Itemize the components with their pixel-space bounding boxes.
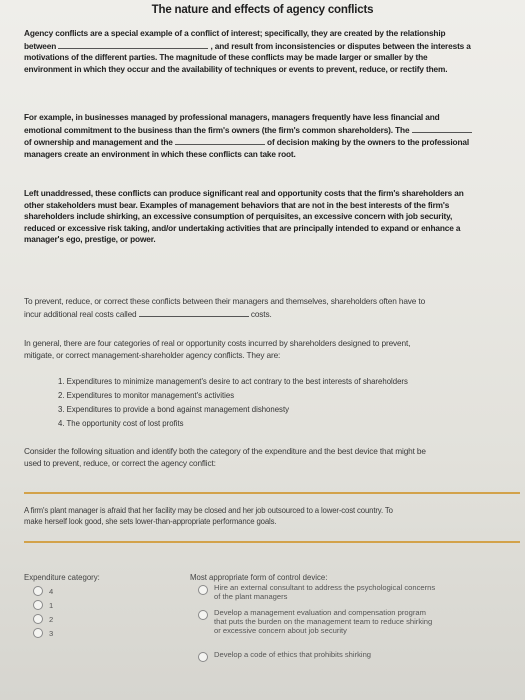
para2-line-c-suffix: of decision making by the owners to the professional xyxy=(267,137,470,148)
control-device-label-text: Most appropriate form of control device: xyxy=(190,573,328,582)
category-list xyxy=(58,375,518,431)
control-option-line: or excessive concern about job security xyxy=(214,626,347,635)
list-item: 1. Expenditures to minimize management's desire to act contrary to the best interests of shareholders xyxy=(58,377,408,386)
para2-line-b-text: emotional commitment to the business than the firm's owners (the firm's common shareholders). The xyxy=(24,124,410,135)
control-option[interactable] xyxy=(198,650,518,662)
paragraph-intro xyxy=(24,28,520,75)
scenario-line-a: A firm's plant manager is afraid that her facility may be closed and her job outsourced to a lower-cost country. To xyxy=(24,506,393,515)
para2-line-a: For example, in businesses managed by professional managers, managers frequently have less financial and xyxy=(24,112,440,122)
scenario-line-b: make herself look good, she sets lower-than-appropriate performance goals. xyxy=(24,517,277,526)
para2-line-c xyxy=(24,136,520,149)
para4-line-a: To prevent, reduce, or correct these conflicts between their managers and themselves, shareholders often have to xyxy=(24,296,426,306)
para4-line-b-suffix: costs. xyxy=(250,308,272,319)
para1-line-d: environment in which they occur and the availability of techniques or events to prevent, reduce, or rectify them. xyxy=(24,63,448,74)
control-option-line: Hire an external consultant to address the psychological concerns xyxy=(214,583,436,592)
para4-line-b xyxy=(24,308,520,321)
para3-line-b: other stakeholders must bear. Examples of management behaviors that are not in the best interests of the firm's xyxy=(24,199,450,210)
scenario-text xyxy=(24,505,520,527)
paragraph-situation xyxy=(24,446,520,469)
expenditure-option-label: 4 xyxy=(49,586,54,596)
para3-line-c: shareholders include shirking, an excessive consumption of perquisites, an excessive concern with job security, xyxy=(24,211,453,222)
para1-line-a: Agency conflicts are a special example of a conflict of interest; specifically, they are created by the relationship xyxy=(24,28,446,38)
expenditure-option-label: 2 xyxy=(49,614,54,624)
control-option[interactable] xyxy=(198,608,518,635)
expenditure-label xyxy=(24,567,100,585)
list-item: 4. The opportunity cost of lost profits xyxy=(58,419,184,428)
expenditure-option[interactable] xyxy=(33,614,53,624)
para2-line-c-prefix: of ownership and management and the xyxy=(24,137,173,148)
expenditure-option-label: 3 xyxy=(49,628,54,638)
radio-icon[interactable] xyxy=(198,585,208,595)
radio-icon[interactable] xyxy=(33,586,43,596)
paragraph-prevent xyxy=(24,296,520,320)
expenditure-option-label: 1 xyxy=(49,600,54,610)
list-item: 2. Expenditures to monitor management's activities xyxy=(58,391,235,400)
control-option-line: Develop a management evaluation and compensation program xyxy=(214,608,426,617)
blank-delegation[interactable] xyxy=(175,136,265,145)
expenditure-option[interactable] xyxy=(33,586,53,596)
expenditure-option[interactable] xyxy=(33,628,53,638)
para1-between-label: between xyxy=(24,40,57,51)
para3-line-a: Left unaddressed, these conflicts can produce significant real and opportunity costs that the firm's shareholders an xyxy=(24,188,464,198)
blank-relationship[interactable] xyxy=(58,40,208,49)
expenditure-label-text: Expenditure category: xyxy=(24,573,100,582)
radio-icon[interactable] xyxy=(198,652,208,662)
para5-line-b: mitigate, or correct management-shareholder agency conflicts. They are: xyxy=(24,349,281,360)
expenditure-option[interactable] xyxy=(33,600,53,610)
list-item: 3. Expenditures to provide a bond against management dishonesty xyxy=(58,405,290,414)
blank-agency[interactable] xyxy=(139,308,249,317)
control-option-line: that puts the burden on the management team to reduce shirking xyxy=(214,617,433,626)
para5-line-a: In general, there are four categories of real or opportunity costs incurred by shareholders designed to prevent, xyxy=(24,338,411,348)
paragraph-costs xyxy=(24,188,520,246)
blank-separation[interactable] xyxy=(412,124,472,133)
control-option-line: of the plant managers xyxy=(214,592,288,601)
para2-line-b xyxy=(24,124,520,137)
para3-line-d: reduced or excessive risk taking, and/or undertaking activities that are principally intended to expand or enhance a xyxy=(24,222,461,233)
para1-line-c: motivations of the different parties. The magnitude of these conflicts may be made larger or smaller by the xyxy=(24,52,428,63)
radio-icon[interactable] xyxy=(198,610,208,620)
paragraph-categories xyxy=(24,338,520,361)
para1-line-b xyxy=(24,40,520,53)
para1-line-b-suffix: , and result from inconsistencies or disputes between the interests a xyxy=(210,40,471,51)
radio-icon[interactable] xyxy=(33,600,43,610)
radio-icon[interactable] xyxy=(33,628,43,638)
para6-line-b: used to prevent, reduce, or correct the agency conflict: xyxy=(24,457,216,468)
section-divider-top xyxy=(24,492,520,494)
para3-line-e: manager's ego, prestige, or power. xyxy=(24,234,156,245)
para2-line-d: managers create an environment in which these conflicts can take root. xyxy=(24,148,296,159)
paragraph-example xyxy=(24,112,520,160)
radio-icon[interactable] xyxy=(33,614,43,624)
section-divider-bottom xyxy=(24,541,520,543)
para6-line-a: Consider the following situation and identify both the category of the expenditure and the best device that might be xyxy=(24,446,426,456)
para4-line-b-prefix: incur additional real costs called xyxy=(24,308,137,319)
control-option[interactable] xyxy=(198,583,518,601)
control-option-line: Develop a code of ethics that prohibits shirking xyxy=(214,650,372,659)
page-title: The nature and effects of agency conflicts xyxy=(151,4,374,16)
